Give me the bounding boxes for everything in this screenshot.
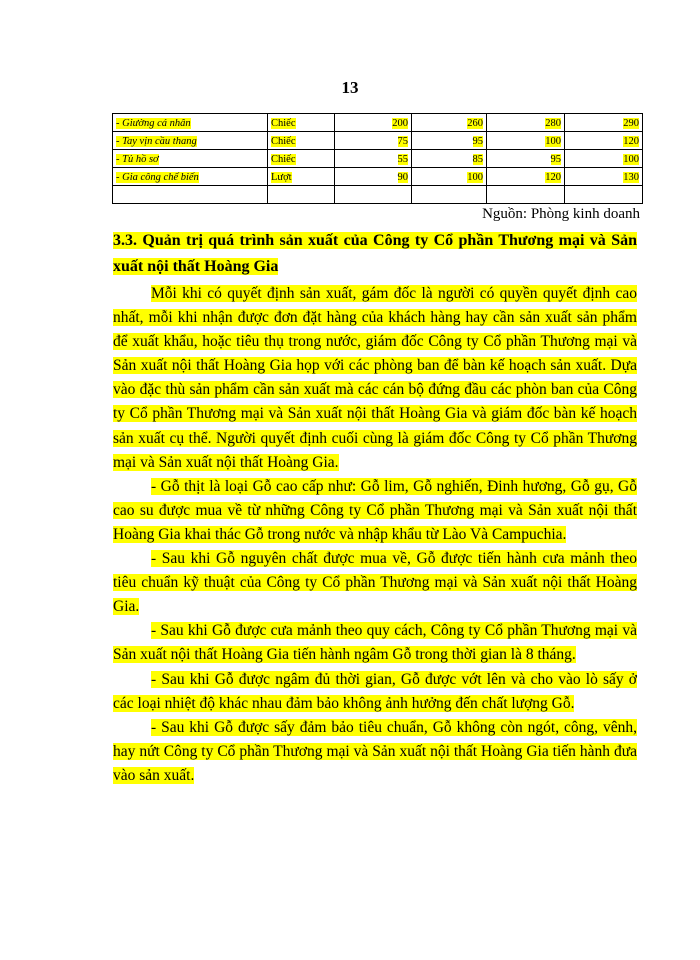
table-cell-value: 95: [487, 150, 565, 168]
table-row: [113, 168, 643, 186]
table-cell-unit: Chiếc: [268, 150, 335, 168]
table-cell-value: 85: [412, 150, 487, 168]
table-row: [113, 150, 643, 168]
table-cell-name: - Gia công chế biến: [113, 168, 268, 186]
table-cell-empty: [335, 186, 412, 204]
table-cell-value: 130: [565, 168, 643, 186]
production-table: [112, 113, 643, 204]
table-cell-unit: Chiếc: [268, 132, 335, 150]
table-cell-value: 290: [565, 114, 643, 132]
table-cell-name: - Tủ hồ sơ: [113, 150, 268, 168]
table-row: [113, 132, 643, 150]
table-cell-value: 260: [412, 114, 487, 132]
table-cell-unit: Lượt: [268, 168, 335, 186]
table-source-note: Nguồn: Phòng kinh doanh: [482, 206, 640, 222]
body-text: [113, 282, 637, 788]
paragraph: - Gỗ thịt là loại Gỗ cao cấp như: Gỗ lim, Gỗ nghiến, Đinh hương, Gỗ gụ, Gỗ cao su được mua về từ những Công ty Cổ phần Thương mại và Sản xuất nội thất Hoàng Gia khai thác Gỗ trong nước và nhập khẩu từ Lào Và Campuchia.: [113, 477, 637, 543]
table-cell-name: - Giường cá nhân: [113, 114, 268, 132]
table-cell-value: 95: [412, 132, 487, 150]
table-cell-name: - Tay vịn cầu thang: [113, 132, 268, 150]
table-cell-value: 100: [565, 150, 643, 168]
table-cell-value: 120: [565, 132, 643, 150]
table-cell-value: 120: [487, 168, 565, 186]
section-heading: 3.3. Quản trị quá trình sản xuất của Công ty Cổ phần Thương mại và Sản xuất nội thất Hoàng Gia: [113, 232, 637, 275]
paragraph: - Sau khi Gỗ được ngâm đủ thời gian, Gỗ được vớt lên và cho vào lò sấy ở các loại nhiệt độ khác nhau đảm bảo không ảnh hưởng đến chất lượng Gỗ.: [113, 670, 637, 712]
table-cell-value: 75: [335, 132, 412, 150]
table-cell-empty: [487, 186, 565, 204]
paragraph: - Sau khi Gỗ nguyên chất được mua về, Gỗ được tiến hành cưa mảnh theo tiêu chuẩn kỹ thuật của Công ty Cổ phần Thương mại và Sản xuất nội thất Hoàng Gia.: [113, 550, 637, 616]
table-cell-value: 280: [487, 114, 565, 132]
table-cell-value: 100: [487, 132, 565, 150]
page-number: 13: [341, 78, 359, 97]
table-cell-unit: Chiếc: [268, 114, 335, 132]
table-cell-empty: [113, 186, 268, 204]
table-cell-empty: [565, 186, 643, 204]
table-cell-empty: [268, 186, 335, 204]
table-cell-value: 55: [335, 150, 412, 168]
table-cell-value: 100: [412, 168, 487, 186]
paragraph: - Sau khi Gỗ được cưa mảnh theo quy cách, Công ty Cổ phần Thương mại và Sản xuất nội thất Hoàng Gia tiến hành ngâm Gỗ trong thời gian là 8 tháng.: [113, 622, 637, 664]
table-cell-empty: [412, 186, 487, 204]
table-row: [113, 114, 643, 132]
paragraph: - Sau khi Gỗ được sấy đảm bảo tiêu chuẩn, Gỗ không còn ngót, công, vênh, hay nứt Công ty Cổ phần Thương mại và Sản xuất nội thất Hoàng Gia tiến hành đưa vào sản xuất.: [113, 718, 637, 784]
paragraph: Mỗi khi có quyết định sản xuất, gám đốc là người có quyền quyết định cao nhất, mỗi khi nhận được đơn đặt hàng của khách hàng hay cần sản xuất sản phẩm để xuất khẩu, hoặc tiêu thụ trong nước, giám đốc Công ty Cổ phần Thương mại và Sản xuất nội thất Hoàng Gia họp với các phòng ban để bàn kế hoạch sản xuất. Dựa vào đặc thù sản phẩm cần sản xuất mà các cán bộ đứng đầu các phòn ban của Công ty Cổ phần Thương mại và Sản xuất nội thất Hoàng Gia và giám đốc bàn kế hoạch sản xuất cụ thể. Người quyết định cuối cùng là giám đốc Công ty Cổ phần Thương mại và Sản xuất nội thất Hoàng Gia.: [113, 285, 637, 471]
table-cell-value: 200: [335, 114, 412, 132]
table-cell-value: 90: [335, 168, 412, 186]
table-row-empty: [113, 186, 643, 204]
